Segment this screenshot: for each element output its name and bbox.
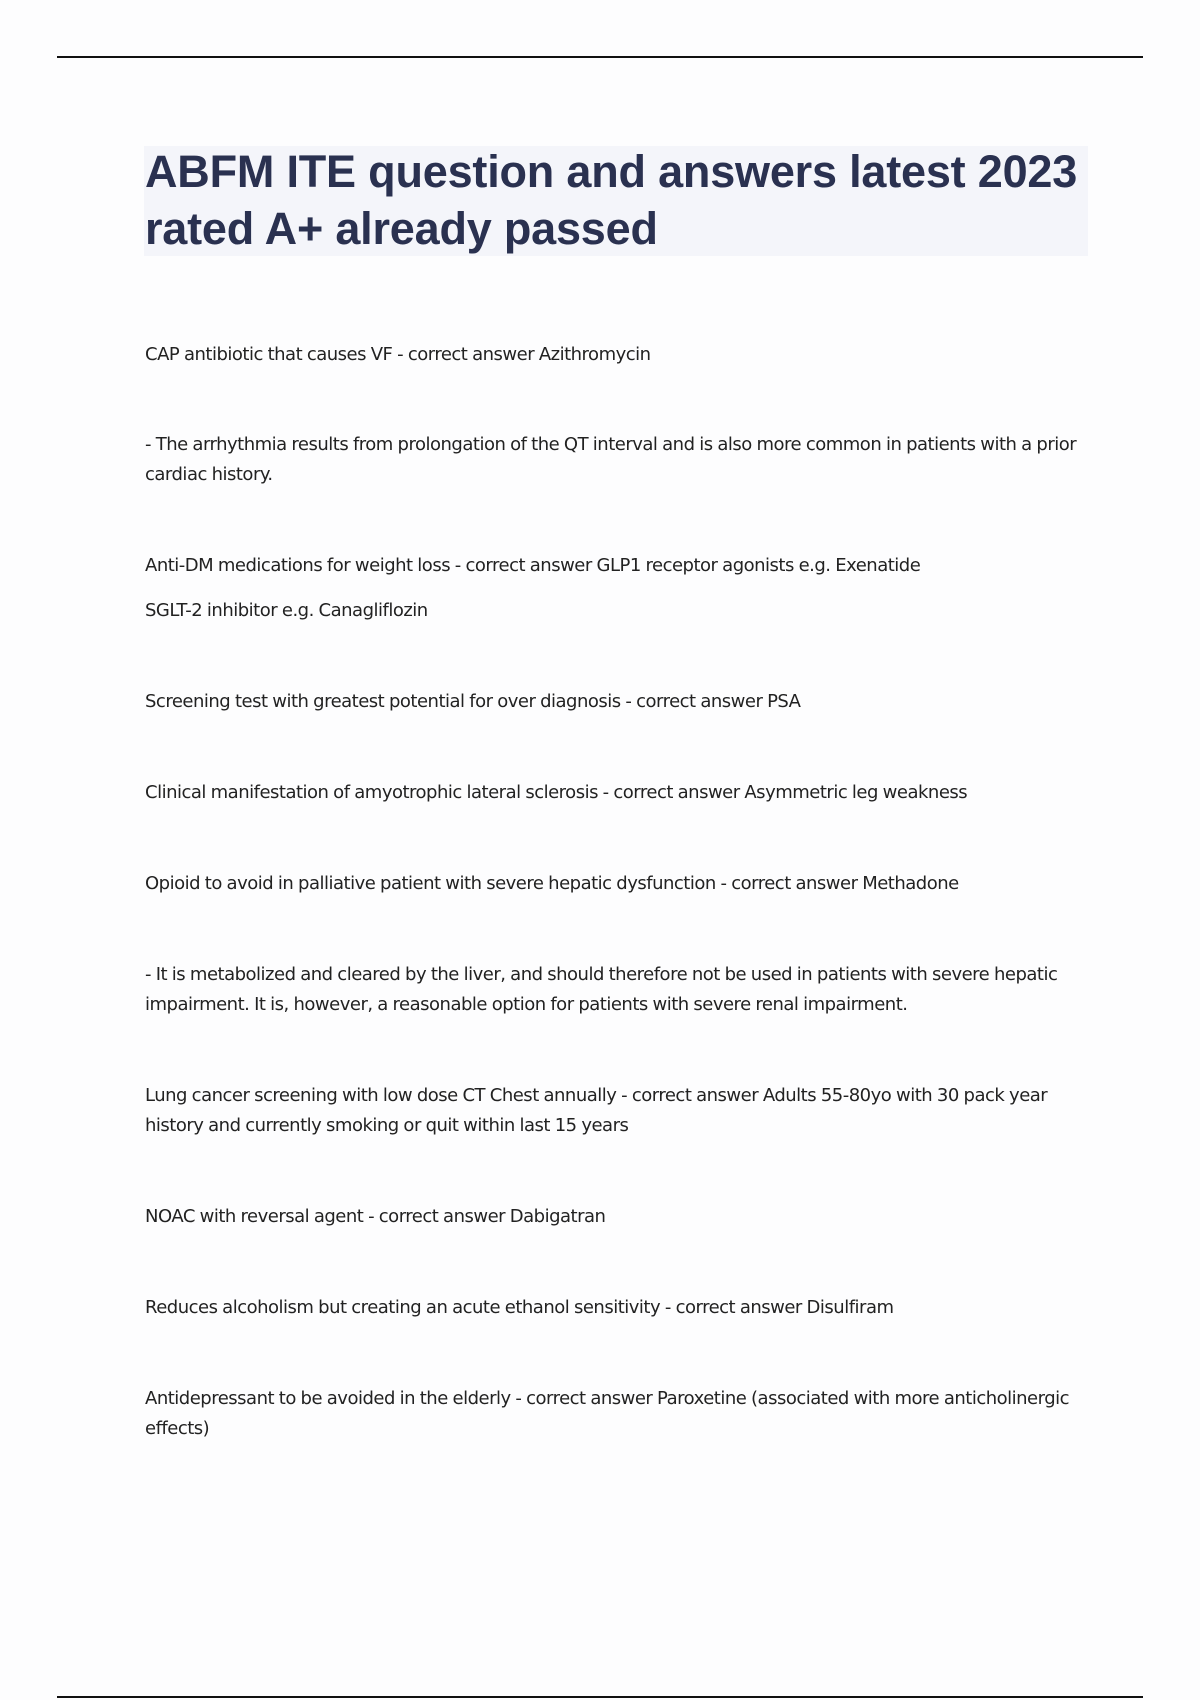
qa-paragraph: Screening test with greatest potential for over diagnosis - correct answer PSA [145, 691, 801, 712]
qa-paragraph: CAP antibiotic that causes VF - correct answer Azithromycin [145, 344, 651, 365]
qa-paragraph: Lung cancer screening with low dose CT Chest annually - correct answer Adults 55-80yo with 30 pack year history and currently smoking or quit within last 15 years [145, 1085, 1048, 1136]
qa-paragraph: Antidepressant to be avoided in the elderly - correct answer Paroxetine (associated with more anticholinergic effects) [145, 1388, 1070, 1439]
qa-paragraph: NOAC with reversal agent - correct answer Dabigatran [145, 1206, 606, 1227]
qa-paragraph: - The arrhythmia results from prolongation of the QT interval and is also more common in patients with a prior cardiac history. [145, 434, 1077, 485]
qa-paragraph: Anti-DM medications for weight loss - correct answer GLP1 receptor agonists e.g. Exenatide [145, 555, 921, 576]
qa-paragraph: Opioid to avoid in palliative patient with severe hepatic dysfunction - correct answer Methadone [145, 873, 959, 894]
qa-paragraph: Reduces alcoholism but creating an acute ethanol sensitivity - correct answer Disulfiram [145, 1297, 894, 1318]
qa-paragraph: Clinical manifestation of amyotrophic lateral sclerosis - correct answer Asymmetric leg weakness [145, 782, 968, 803]
qa-paragraph: - It is metabolized and cleared by the liver, and should therefore not be used in patients with severe hepatic impairment. It is, however, a reasonable option for patients with severe renal impairment. [145, 964, 1058, 1015]
document-title: ABFM ITE question and answers latest 2023 rated A+ already passed [145, 146, 1078, 254]
top-divider [57, 56, 1143, 58]
bottom-divider [57, 1696, 1143, 1698]
qa-paragraph: SGLT-2 inhibitor e.g. Canagliflozin [145, 600, 428, 621]
